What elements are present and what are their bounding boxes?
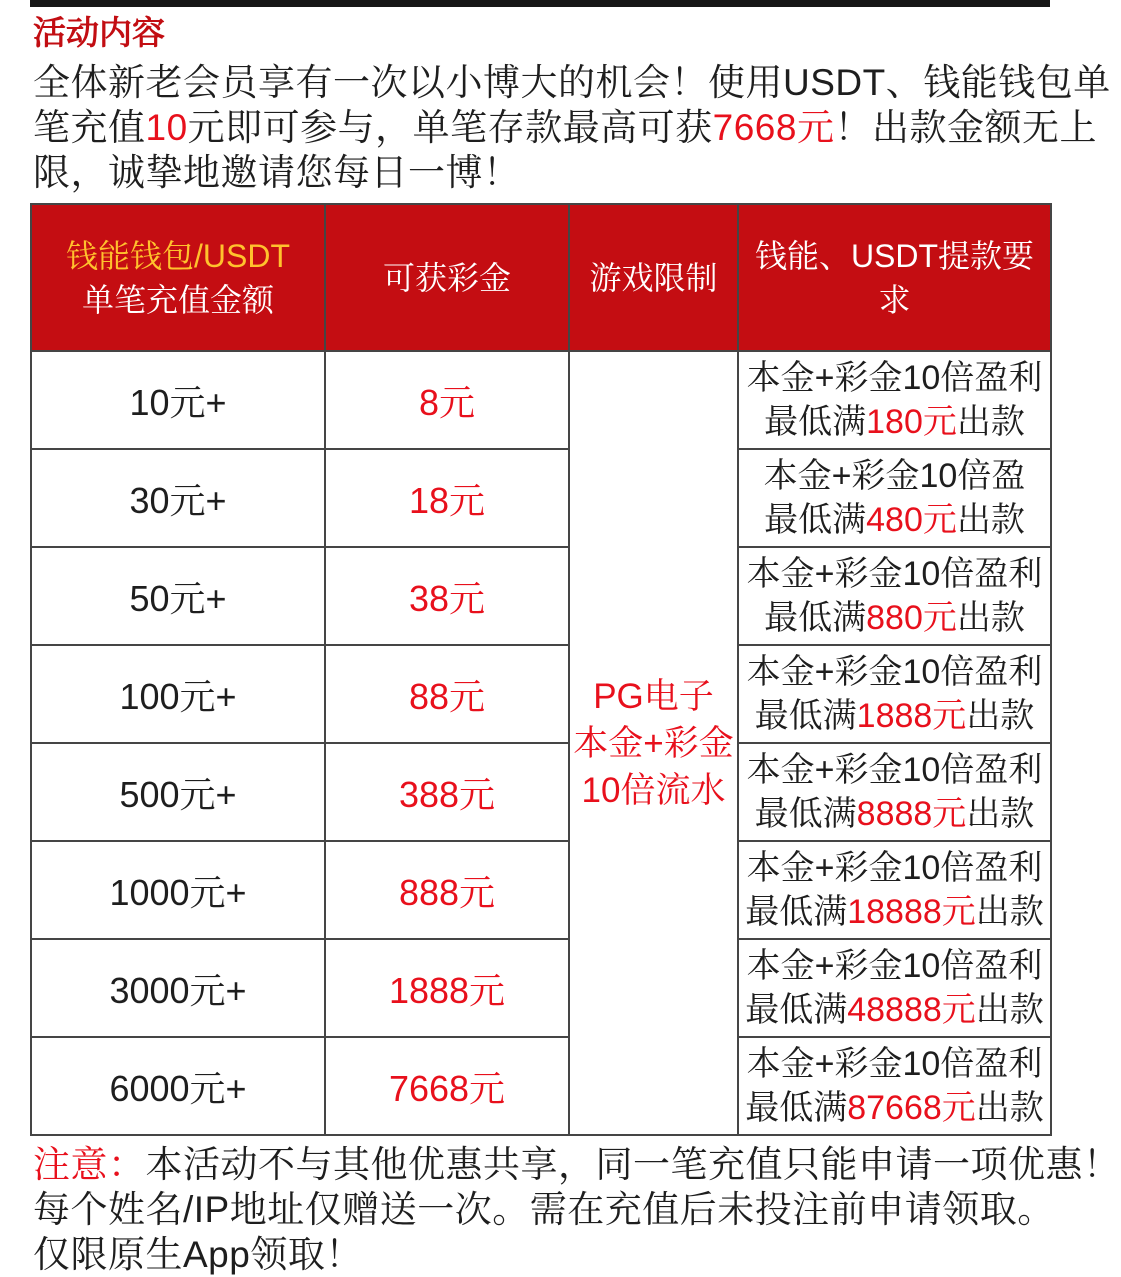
requirement-line-2 [739,988,1050,1032]
withdraw-requirement-cell [738,645,1051,743]
plain-text: 元即可参与，单笔存款最高可获 [187,107,713,148]
header-game-limit-label: 游戏限制 [589,259,718,296]
plain-text: 出款 [956,501,1025,539]
table-row [31,841,1051,939]
game-limit-cell [569,351,738,1135]
plain-text: 出款 [975,893,1044,931]
header-withdraw-requirement-label: 钱能、USDT提款要求 [754,237,1035,318]
plain-text: 出款 [956,599,1025,637]
header-game-limit [569,204,738,351]
requirement-line-2 [739,890,1050,934]
game-limit-line: 10倍流水 [581,770,726,810]
highlighted-text: 18888元 [847,893,976,931]
withdraw-requirement-cell [738,841,1051,939]
bonus-cell: 1888元 [325,939,569,1037]
note-text [33,1142,1121,1277]
intro-line [33,105,1097,150]
requirement-line-1: 本金+彩金10倍盈利 [746,947,1043,985]
table-row [31,351,1051,449]
requirement-line-1: 本金+彩金10倍盈利 [746,555,1043,593]
deposit-amount-cell: 500元+ [31,743,325,841]
plain-text: 本活动不与其他优惠共享，同一笔充值只能申请一项优惠！ [145,1144,1121,1185]
plain-text: 每个姓名/IP地址仅赠送一次。需在充值后未投注前申请领取。 [33,1189,1055,1230]
plain-text: 笔充值 [33,107,146,148]
highlighted-text: 48888元 [847,991,976,1029]
top-divider-bar [30,0,1050,7]
plain-text: 出款 [975,1089,1044,1127]
highlighted-text: 87668元 [847,1089,976,1127]
requirement-line-1: 本金+彩金10倍盈 [763,457,1026,495]
requirement-line-2 [739,792,1050,836]
plain-text: 最低满 [745,991,848,1029]
header-deposit-amount [31,204,325,351]
plain-text: 全体新老会员享有一次以小博大的机会！使用USDT、钱能钱包单 [33,62,1111,103]
header-bonus-label: 可获彩金 [382,259,511,296]
requirement-line-2 [739,1086,1050,1130]
requirement-line-2 [739,596,1050,640]
highlighted-text: 10 [145,107,188,148]
plain-text: 出款 [956,403,1025,441]
highlighted-text: 180元 [866,403,957,441]
deposit-amount-cell: 50元+ [31,547,325,645]
requirement-line-1: 本金+彩金10倍盈利 [746,359,1043,397]
bonus-cell: 7668元 [325,1037,569,1135]
highlighted-text: 7668元 [712,107,835,148]
requirement-line-1: 本金+彩金10倍盈利 [746,653,1043,691]
table-row [31,743,1051,841]
game-limit-line: 本金+彩金 [573,723,734,763]
deposit-amount-cell: 30元+ [31,449,325,547]
bonus-cell: 38元 [325,547,569,645]
withdraw-requirement-cell [738,547,1051,645]
table-row [31,547,1051,645]
plain-text: 最低满 [745,1089,848,1127]
withdraw-requirement-cell [738,1037,1051,1135]
bonus-cell: 388元 [325,743,569,841]
header-row [31,204,1051,351]
highlighted-text: 480元 [866,501,957,539]
plain-text: 最低满 [754,795,857,833]
plain-text: 限，诚挚地邀请您每日一博！ [33,152,521,193]
deposit-amount-cell: 10元+ [31,351,325,449]
requirement-line-2 [739,498,1050,542]
note-line [33,1142,1121,1187]
deposit-amount-cell: 3000元+ [31,939,325,1037]
plain-text: 仅限原生App领取！ [33,1234,363,1275]
withdraw-requirement-cell [738,939,1051,1037]
note-line [33,1187,1053,1232]
requirement-line-1: 本金+彩金10倍盈利 [746,849,1043,887]
plain-text: ！出款金额无上 [834,107,1097,148]
plain-text: 最低满 [764,403,867,441]
table-row [31,449,1051,547]
bonus-cell: 888元 [325,841,569,939]
bonus-cell: 8元 [325,351,569,449]
header-wallet-usdt-label: 钱能钱包/USDT [65,237,290,274]
intro-line [33,150,1053,195]
requirement-line-1: 本金+彩金10倍盈利 [746,751,1043,789]
highlighted-text: 8888元 [856,795,967,833]
intro-text [33,60,1111,195]
note-line [33,1232,1053,1277]
requirement-line-1: 本金+彩金10倍盈利 [746,1045,1043,1083]
table-row [31,1037,1051,1135]
promo-table-body [31,351,1051,1135]
highlighted-text: 注意： [33,1144,146,1185]
intro-line [33,60,1111,105]
highlighted-text: 1888元 [856,697,967,735]
deposit-amount-cell: 100元+ [31,645,325,743]
promo-table-header [31,204,1051,351]
plain-text: 出款 [975,991,1044,1029]
game-limit-line: PG电子 [593,676,714,716]
page-title: 活动内容 [33,14,165,51]
bonus-cell: 18元 [325,449,569,547]
table-row [31,939,1051,1037]
header-bonus [325,204,569,351]
table-row [31,645,1051,743]
withdraw-requirement-cell [738,351,1051,449]
header-withdraw-requirement [738,204,1051,351]
deposit-amount-cell: 6000元+ [31,1037,325,1135]
plain-text: 出款 [966,697,1035,735]
plain-text: 最低满 [764,501,867,539]
requirement-line-2 [739,694,1050,738]
plain-text: 最低满 [754,697,857,735]
withdraw-requirement-cell [738,449,1051,547]
promo-table [30,203,1052,1136]
header-single-deposit-label: 单笔充值金额 [81,281,274,318]
plain-text: 最低满 [745,893,848,931]
plain-text: 出款 [966,795,1035,833]
plain-text: 最低满 [764,599,867,637]
highlighted-text: 880元 [866,599,957,637]
requirement-line-2 [739,400,1050,444]
withdraw-requirement-cell [738,743,1051,841]
bonus-cell: 88元 [325,645,569,743]
deposit-amount-cell: 1000元+ [31,841,325,939]
